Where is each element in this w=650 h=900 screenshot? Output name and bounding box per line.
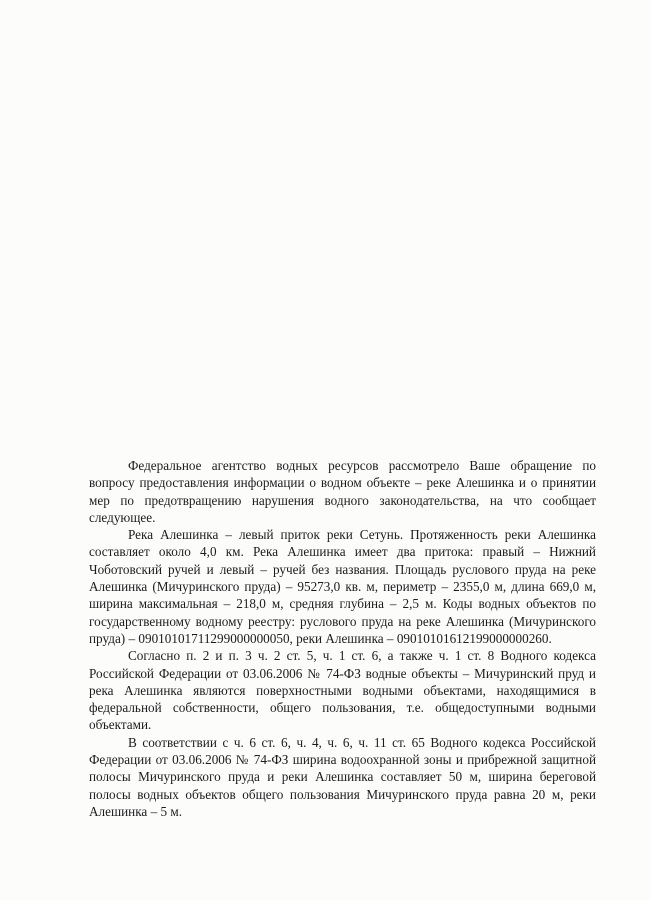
paragraph-protection-zones: В соответствии с ч. 6 ст. 6, ч. 4, ч. 6, ч. 11 ст. 65 Водного кодекса Российской Федерации от 03.06.2006 № 74-ФЗ ширина водоохранной зоны и прибрежной защитной полосы Мичуринского пруда и реки Алешинка составляет 50 м, ширина береговой полосы водных объектов общего пользования Мичуринского пруда равна 20 м, реки Алешинка – 5 м. xyxy=(89,734,596,819)
paragraph-intro: Федеральное агентство водных ресурсов рассмотрело Ваше обращение по вопросу предоставления информации о водном объекте – реке Алешинка и о принятии мер по предотвращению нарушения водного законодательства, на что сообщает следующее. xyxy=(89,458,596,525)
paragraph-river-description: Река Алешинка – левый приток реки Сетунь. Протяженность реки Алешинка составляет около 4,0 км. Река Алешинка имеет два притока: правый – Нижний Чоботовский ручей и левый – ручей без названия. Площадь руслового пруда на реке Алешинка (Мичуринского пруда) – 95273,0 кв. м, периметр – 2355,0 м, длина 669,0 м, ширина максимальная – 218,0 м, средняя глубина – 2,5 м. Коды водных объектов по государственному водному реестру: руслового пруда на реке Алешинка (Мичуринского пруда) – 09010101711299000000050, реки Алешинка – 09010101612199000000260. xyxy=(89,527,596,646)
document-body xyxy=(89,457,596,820)
paragraph-ownership: Согласно п. 2 и п. 3 ч. 2 ст. 5, ч. 1 ст. 6, а также ч. 1 ст. 8 Водного кодекса Российской Федерации от 03.06.2006 № 74-ФЗ водные объекты – Мичуринский пруд и река Алешинка являются поверхностными водными объектами, находящимися в федеральной собственности, общего пользования, т.е. общедоступными водными объектами. xyxy=(89,648,596,733)
